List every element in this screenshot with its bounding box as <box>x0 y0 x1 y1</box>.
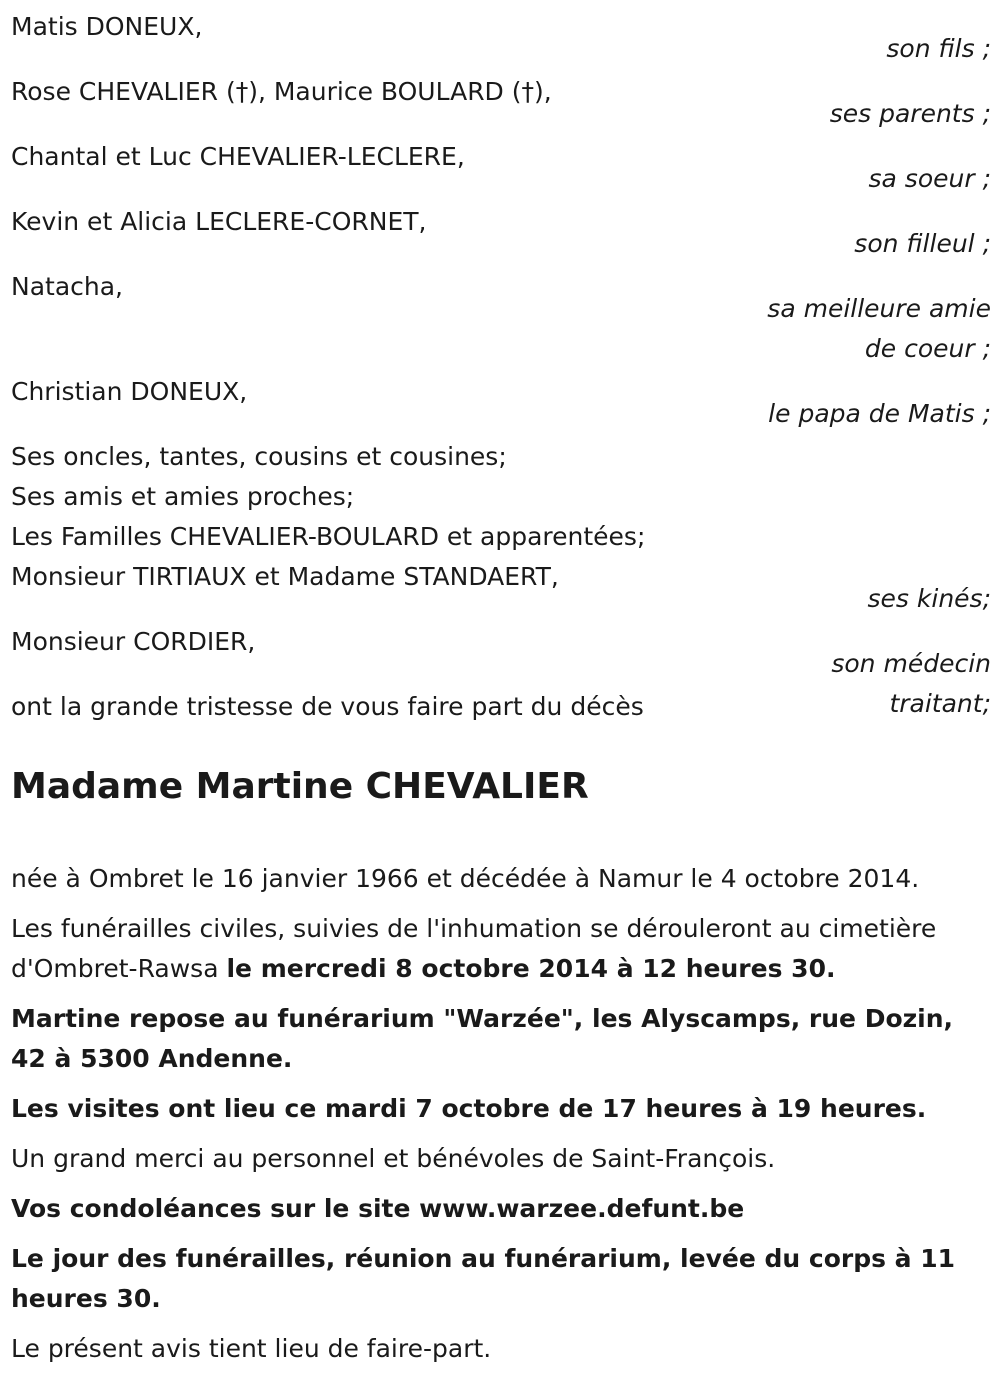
family-relation: sa soeur ; <box>868 164 991 193</box>
family-relation: son filleul ; <box>854 229 991 258</box>
family-relation-line-2: traitant; <box>889 689 991 718</box>
family-relation-line-2: de coeur ; <box>864 334 991 363</box>
family-name: Monsieur TIRTIAUX et Madame STANDAERT, <box>11 562 559 591</box>
birth-death-dates: née à Ombret le 16 janvier 1966 et décédée à Namur le 4 octobre 2014. <box>11 864 920 893</box>
other-relatives <box>11 437 991 557</box>
relatives-line: Ses amis et amies proches; <box>11 482 355 511</box>
entry-physiotherapists <box>11 557 991 619</box>
funeral-text: Les funérailles civiles, suivies de l'inhumation se dérouleront au cimetière d'Ombret-Rawsa <box>11 914 937 983</box>
family-name: Monsieur CORDIER, <box>11 627 256 656</box>
family-name: Matis DONEUX, <box>11 12 203 41</box>
family-relation-line-1: son médecin <box>831 649 991 678</box>
notice-statement: Le présent avis tient lieu de faire-part. <box>11 1334 492 1363</box>
family-entry-best-friend <box>11 267 991 369</box>
family-relation: ses kinés; <box>867 584 991 613</box>
family-entry-parents <box>11 72 991 134</box>
announcement: ont la grande tristesse de vous faire part du décès <box>11 692 644 721</box>
family-name: Kevin et Alicia LECLERE-CORNET, <box>11 207 427 236</box>
family-relation: le papa de Matis ; <box>768 399 991 428</box>
funeral-day-meeting: Le jour des funérailles, réunion au funérarium, levée du corps à 11 heures 30. <box>11 1244 956 1313</box>
family-entry-godson <box>11 202 991 264</box>
funeral-date: le mercredi 8 octobre 2014 à 12 heures 30. <box>226 954 836 983</box>
family-entry-father-of-son <box>11 372 991 434</box>
family-relation: son fils ; <box>886 34 991 63</box>
entry-doctor <box>11 622 991 724</box>
family-entry-son <box>11 7 991 69</box>
visiting-hours: Les visites ont lieu ce mardi 7 octobre de 17 heures à 19 heures. <box>11 1094 927 1123</box>
funeral-details <box>11 909 991 989</box>
relatives-line: Ses oncles, tantes, cousins et cousines; <box>11 442 507 471</box>
family-relation-line-1: sa meilleure amie <box>767 294 991 323</box>
family-entry-sister <box>11 137 991 199</box>
thanks-note: Un grand merci au personnel et bénévoles de Saint-François. <box>11 1144 776 1173</box>
family-relation: ses parents ; <box>829 99 991 128</box>
relatives-line: Les Familles CHEVALIER-BOULARD et apparentées; <box>11 522 646 551</box>
deceased-name: Madame Martine CHEVALIER <box>11 766 589 807</box>
obituary-notice <box>11 7 991 1379</box>
family-name: Christian DONEUX, <box>11 377 248 406</box>
repose-location: Martine repose au funérarium "Warzée", les Alyscamps, rue Dozin, 42 à 5300 Andenne. <box>11 1004 954 1073</box>
family-relation <box>11 289 991 369</box>
family-name: Chantal et Luc CHEVALIER-LECLERE, <box>11 142 465 171</box>
family-name: Rose CHEVALIER (†), Maurice BOULARD (†), <box>11 77 552 106</box>
condolences-website: Vos condoléances sur le site www.warzee.defunt.be <box>11 1194 745 1223</box>
family-name: Natacha, <box>11 272 123 301</box>
